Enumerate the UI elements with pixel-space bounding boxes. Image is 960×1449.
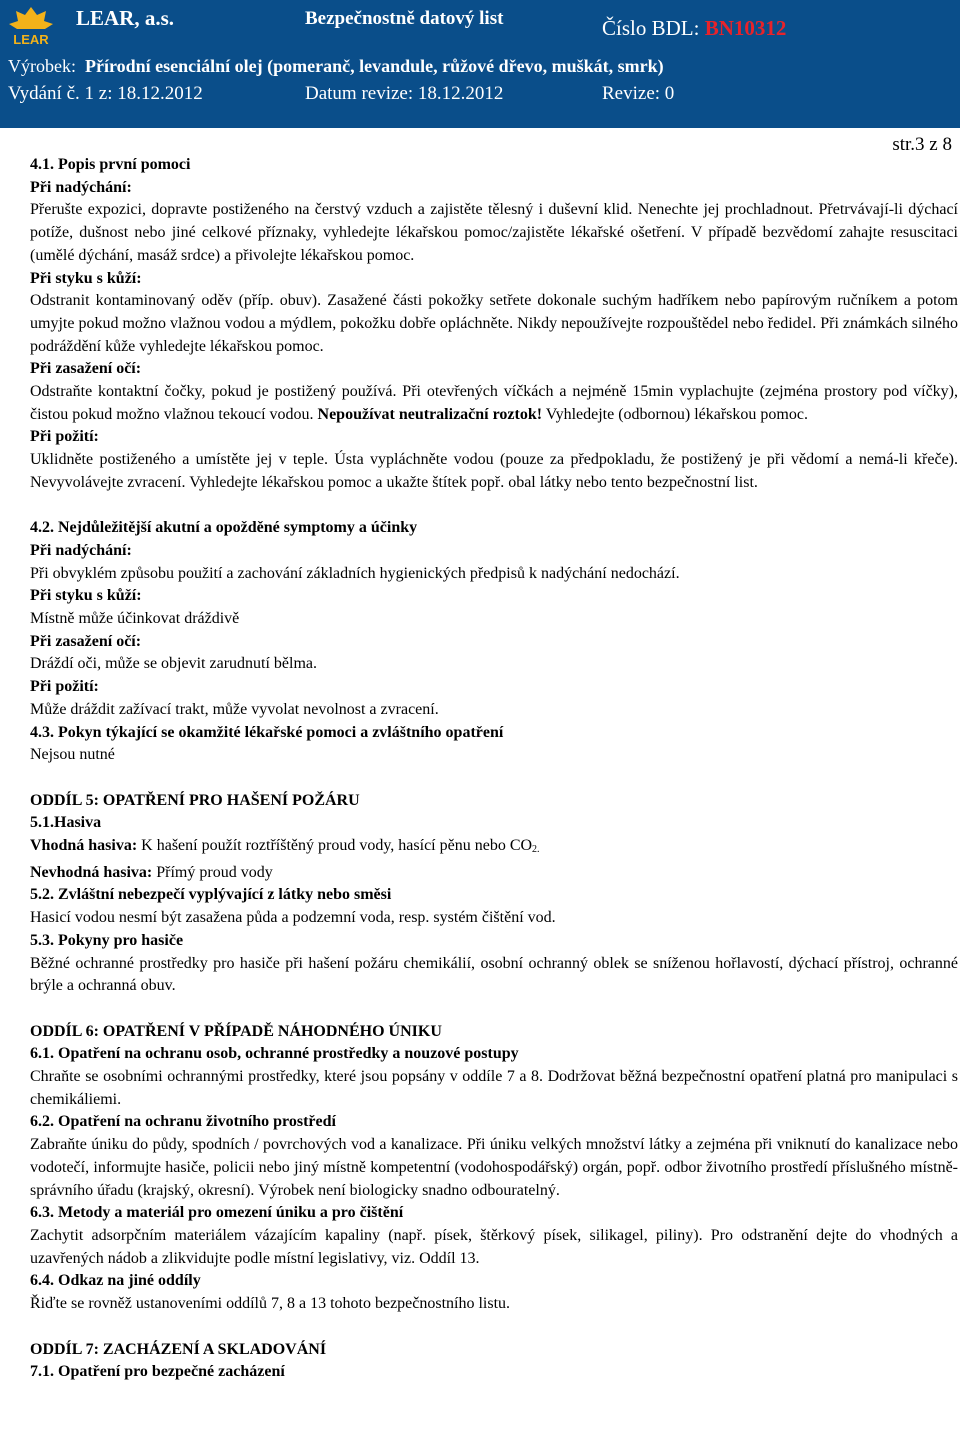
product-label: Výrobek: <box>8 56 76 76</box>
label-suitable-media: Vhodná hasiva: <box>30 837 138 855</box>
page-number: str.3 z 8 <box>892 134 952 155</box>
heading-5-1: 5.1.Hasiva <box>30 814 102 832</box>
text-suitable-media <box>30 835 958 862</box>
text-6-2: Zabraňte úniku do půdy, spodních / povrchových vod a kanalizace. Při úniku velkých množství látky a zejména při vniknutí do kanalizace nebo vodotečí, informujte hasiče, policii nebo jiný místně kompetentní (vodohospodářský) orgán, popř. odbor životního prostředí příslušného místně-správního úřadu (krajský, okresní). Výrobek není biologicky snadno odbouratelný. <box>30 1136 958 1199</box>
text-skin: Odstranit kontaminovaný oděv (příp. obuv). Zasažené části pokožky setřete dokonale suchým hadříkem nebo papírovým ručníkem a potom umyjte pokud možno vlažnou vodou a mýdlem, pokožku dobře opláchněte. Nikdy nepoužívejte rozpouštědel nebo ředidel. Při známkách silného podráždění kůže vyhledejte lékařskou pomoc. <box>30 292 958 355</box>
heading-5-2: 5.2. Zvláštní nebezpečí vyplývající z látky nebo směsi <box>30 886 392 904</box>
document-body <box>30 154 958 1384</box>
heading-6-3: 6.3. Metody a materiál pro omezení úniku a pro čištění <box>30 1204 404 1222</box>
label-symptom-inhalation: Při nadýchání: <box>30 541 132 559</box>
text-5-3: Běžné ochranné prostředky pro hasiče při hašení požáru chemikálií, osobní ochranný oblek se sníženou hořlavostí, dýchací přístroj, ochranné brýle a ochranná obuv. <box>30 954 958 995</box>
heading-6-1: 6.1. Opatření na ochranu osob, ochranné prostředky a nouzové postupy <box>30 1045 519 1063</box>
heading-7-1: 7.1. Opatření pro bezpečné zacházení <box>30 1363 285 1381</box>
document-header <box>0 0 960 128</box>
label-eye: Při zasažení očí: <box>30 360 142 378</box>
text-ingestion: Uklidněte postiženého a umístěte jej v teple. Ústa vypláchněte vodou (pouze za předpokladu, že postižený je při vědomí a nemá-li křeče). Nevyvolávejte zvracení. Vyhledejte lékařskou pomoc a ukažte štítek popř. obal látky nebo tento bezpečnostní list. <box>30 451 958 491</box>
heading-5-3: 5.3. Pokyny pro hasiče <box>30 931 184 949</box>
spacer <box>30 1316 958 1339</box>
company-name: LEAR, a.s. <box>76 6 175 30</box>
revision-number: Revize: 0 <box>602 83 675 104</box>
product-line <box>8 56 664 77</box>
spacer <box>30 998 958 1021</box>
heading-4-1: 4.1. Popis první pomoci <box>30 156 191 173</box>
revision-date: Datum revize: 18.12.2012 <box>305 83 504 104</box>
text-symptom-eye: Dráždí oči, může se objevit zarudnutí bělma. <box>30 655 318 673</box>
heading-4-3: 4.3. Pokyn týkající se okamžité lékařské pomoci a zvláštního opatření <box>30 723 504 741</box>
heading-6-4: 6.4. Odkaz na jiné oddíly <box>30 1272 201 1290</box>
label-symptom-ingestion: Při požití: <box>30 678 99 696</box>
value-suitable-media: K hašení použít roztříštěný proud vody, hasící pěnu nebo CO <box>137 837 533 855</box>
co2-subscript: 2. <box>532 844 540 856</box>
document-title: Bezpečnostně datový list <box>305 8 504 29</box>
bdl-number <box>602 16 786 41</box>
spacer <box>30 495 958 518</box>
label-symptom-eye: Při zasažení očí: <box>30 632 142 650</box>
lear-logo <box>6 5 56 49</box>
value-unsuitable-media: Přímý proud vody <box>152 863 273 881</box>
bdl-code: BN10312 <box>704 16 787 40</box>
section-6-title: ODDÍL 6: OPATŘENÍ V PŘÍPADĚ NÁHODNÉHO ÚNIKU <box>30 1022 442 1040</box>
spacer <box>30 767 958 790</box>
text-symptom-inhalation: Při obvyklém způsobu použití a zachování základních hygienických předpisů k nadýchání nedochází. <box>30 564 680 582</box>
text-unsuitable-media <box>30 862 958 885</box>
text-symptom-skin: Místně může účinkovat dráždivě <box>30 610 240 628</box>
label-ingestion: Při požití: <box>30 428 99 446</box>
text-inhalation: Přerušte expozici, dopravte postiženého na čerstvý vzduch a zajistěte tělesný i duševní klid. Nenechte jej prochladnout. Přetrvávají-li dýchací potíže, dušnost nebo jiné celkové příznaky, vyhledejte lékařskou pomoc/zajistěte lékařské ošetření. V případě bezvědomí zahajte resuscitaci (umělé dýchání, masáž srdce) a přivolejte lékařskou pomoc. <box>30 201 958 264</box>
label-unsuitable-media: Nevhodná hasiva: <box>30 863 153 881</box>
text-eye-b: Vyhledejte (odbornou) lékařskou pomoc. <box>542 405 808 423</box>
text-4-3: Nejsou nutné <box>30 746 115 764</box>
heading-4-2: 4.2. Nejdůležitější akutní a opožděné symptomy a účinky <box>30 519 418 537</box>
section-5-title: ODDÍL 5: OPATŘENÍ PRO HAŠENÍ POŽÁRU <box>30 791 360 809</box>
text-eye-a: Odstraňte kontaktní čočky, pokud je postižený používá. Při otevřených víčkách a nejméně 15min vyplachujte (zejména prostory pod víčky), čistou pokud možno vlažnou tekoucí vodou. <box>30 383 958 423</box>
heading-6-2: 6.2. Opatření na ochranu životního prostředí <box>30 1113 336 1131</box>
issue-date: Vydání č. 1 z: 18.12.2012 <box>8 83 203 104</box>
text-6-1: Chraňte se osobními ochrannými prostředky, které jsou popsány v oddíle 7 a 8. Dodržovat běžná bezpečnostní opatření platná pro manipulaci s chemikáliemi. <box>30 1068 958 1108</box>
label-symptom-skin: Při styku s kůží: <box>30 587 142 605</box>
text-6-4: Řiďte se rovněž ustanoveními oddílů 7, 8 a 13 tohoto bezpečnostního listu. <box>30 1295 511 1313</box>
bdl-label: Číslo BDL: <box>602 16 705 40</box>
text-6-3: Zachytit adsorpčním materiálem vázajícím kapaliny (např. písek, štěrkový písek, silikagel, piliny). Pro odstranění dejte do vhodných a uzavřených nádob a zlikvidujte podle místní legislativy, viz. Oddíl 13. <box>30 1227 958 1267</box>
text-symptom-ingestion: Může dráždit zažívací trakt, může vyvolat nevolnost a zvracení. <box>30 700 439 718</box>
text-eye <box>30 381 958 426</box>
logo-text: LEAR <box>13 32 49 47</box>
label-skin: Při styku s kůží: <box>30 269 142 287</box>
product-name: Přírodní esenciální olej (pomeranč, levandule, růžové dřevo, muškát, smrk) <box>84 56 664 76</box>
text-eye-warning: Nepoužívat neutralizační roztok! <box>317 405 543 423</box>
label-inhalation: Při nadýchání: <box>30 178 132 196</box>
text-5-2: Hasicí vodou nesmí být zasažena půda a podzemní voda, resp. systém čištění vod. <box>30 909 556 927</box>
section-7-title: ODDÍL 7: ZACHÁZENÍ A SKLADOVÁNÍ <box>30 1340 327 1358</box>
